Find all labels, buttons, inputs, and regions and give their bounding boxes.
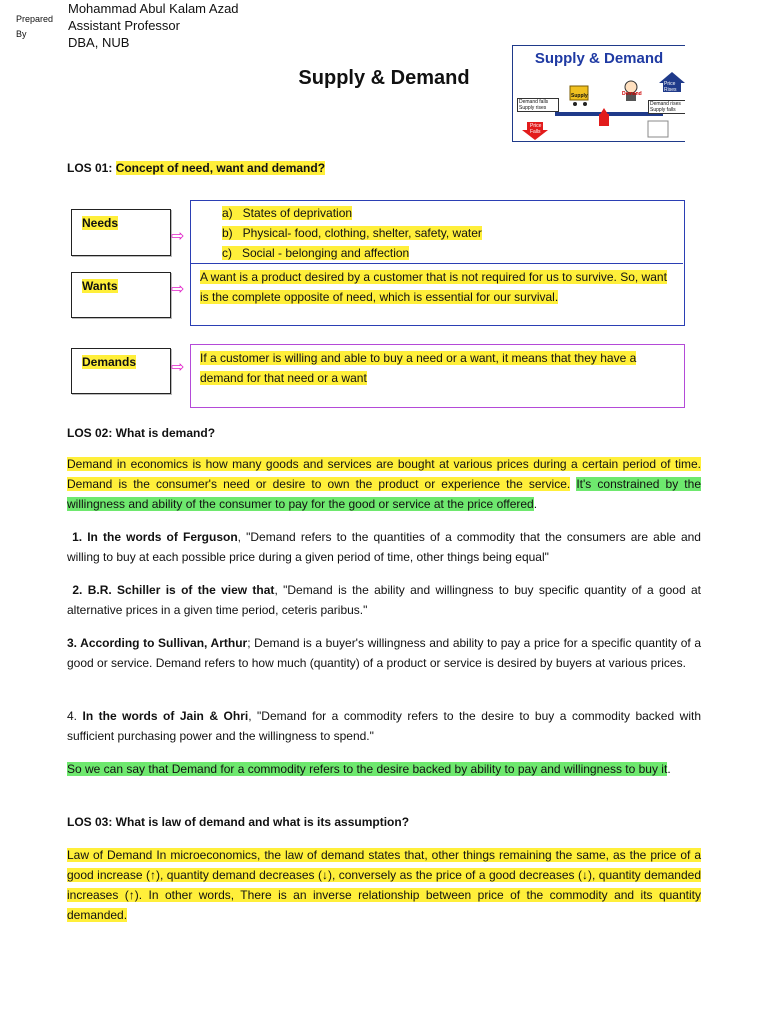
los03-heading: LOS 03: What is law of demand and what is its assumption?	[67, 815, 410, 829]
logo-supply-label: Supply	[571, 93, 588, 99]
logo-demand-label: Demand	[622, 91, 642, 97]
los01-title: Concept of need, want and demand?	[115, 161, 326, 175]
needs-box	[71, 209, 171, 256]
logo-price-falls-label: Price Falls	[530, 123, 542, 135]
needs-label: Needs	[82, 216, 119, 230]
needs-wants-divider	[190, 263, 683, 264]
los01-heading	[67, 158, 325, 178]
schiller-definition: 2. B.R. Schiller is of the view that, "Demand is the ability and willingness to buy specific quantity of a good at alternative prices in a given time period, ceteris paribus."	[67, 583, 702, 617]
sullivan-definition: 3. According to Sullivan, Arthur; Demand is a buyer's willingness and ability to pay a price for a specific quantity of a good or service. Demand refers to how much (quantity) of a product or service is desired by buyers at various prices.	[67, 636, 701, 670]
logo-title: Supply & Demand	[534, 50, 664, 67]
author-title: Assistant Professor	[68, 18, 180, 33]
demands-label: Demands	[82, 355, 137, 369]
author-block	[68, 0, 239, 51]
los02-heading: LOS 02: What is demand?	[67, 426, 216, 440]
demands-box	[71, 348, 171, 394]
wants-arrow-icon: ⇨	[171, 281, 185, 298]
wants-label: Wants	[82, 279, 118, 293]
logo-price-rises-label: Price Rises	[664, 81, 677, 93]
logo-demand-rises-label: Demand rises Supply falls	[648, 100, 685, 114]
prepared-by-label: Prepared By	[16, 14, 54, 39]
los01-prefix: LOS 01:	[67, 161, 116, 175]
author-name: Mohammad Abul Kalam Azad	[68, 1, 239, 16]
demand-definition-paragraph: Demand in economics is how many goods and services are bought at various prices during a certain period of time. Demand is the consumer's need or desire to own the product or experience the service. It's constrained by the willingness and ability of the consumer to pay for the good or service at the price offered.	[67, 457, 701, 511]
logo-demand-falls-label: Demand falls Supply rises	[517, 98, 559, 112]
demands-arrow-icon: ⇨	[171, 359, 185, 376]
needs-arrow-icon: ⇨	[171, 228, 185, 245]
demands-description: If a customer is willing and able to buy a need or a want, it means that they have a demand for that need or a want	[200, 351, 637, 385]
needs-list-item: b) Physical- food, clothing, shelter, safety, water	[222, 226, 482, 240]
author-department: DBA, NUB	[68, 35, 130, 50]
jain-ohri-definition: 4. In the words of Jain & Ohri, "Demand for a commodity refers to the desire to buy a commodity backed with sufficient purchasing power and the willingness to spend."	[67, 709, 701, 743]
wants-description: A want is a product desired by a customer that is not required for us to survive. So, want is the complete opposite of need, which is essential for our survival.	[200, 270, 667, 304]
supply-demand-logo	[512, 45, 685, 142]
needs-list-item: c) Social - belonging and affection	[222, 246, 410, 260]
ferguson-definition: 1. In the words of Ferguson, "Demand refers to the quantities of a commodity that the consumers are able and willing to buy at each possible price during a given period of time, other things being equal"	[67, 530, 701, 564]
document-title: Supply & Demand	[298, 67, 470, 89]
needs-list	[222, 203, 482, 263]
demand-summary: So we can say that Demand for a commodity refers to the desire backed by ability to pay and willingness to buy it.	[67, 762, 671, 776]
law-of-demand-paragraph: Law of Demand In microeconomics, the law of demand states that, other things remaining the same, as the price of a good increase (↑), quantity demand decreases (↓), conversely as the price of a good decreases (↓), quantity demanded increases (↑). In other words, There is an inverse relationship between price of the commodity and its quantity demanded.	[67, 848, 701, 922]
wants-box	[71, 272, 171, 318]
needs-list-item: a) States of deprivation	[222, 206, 353, 220]
